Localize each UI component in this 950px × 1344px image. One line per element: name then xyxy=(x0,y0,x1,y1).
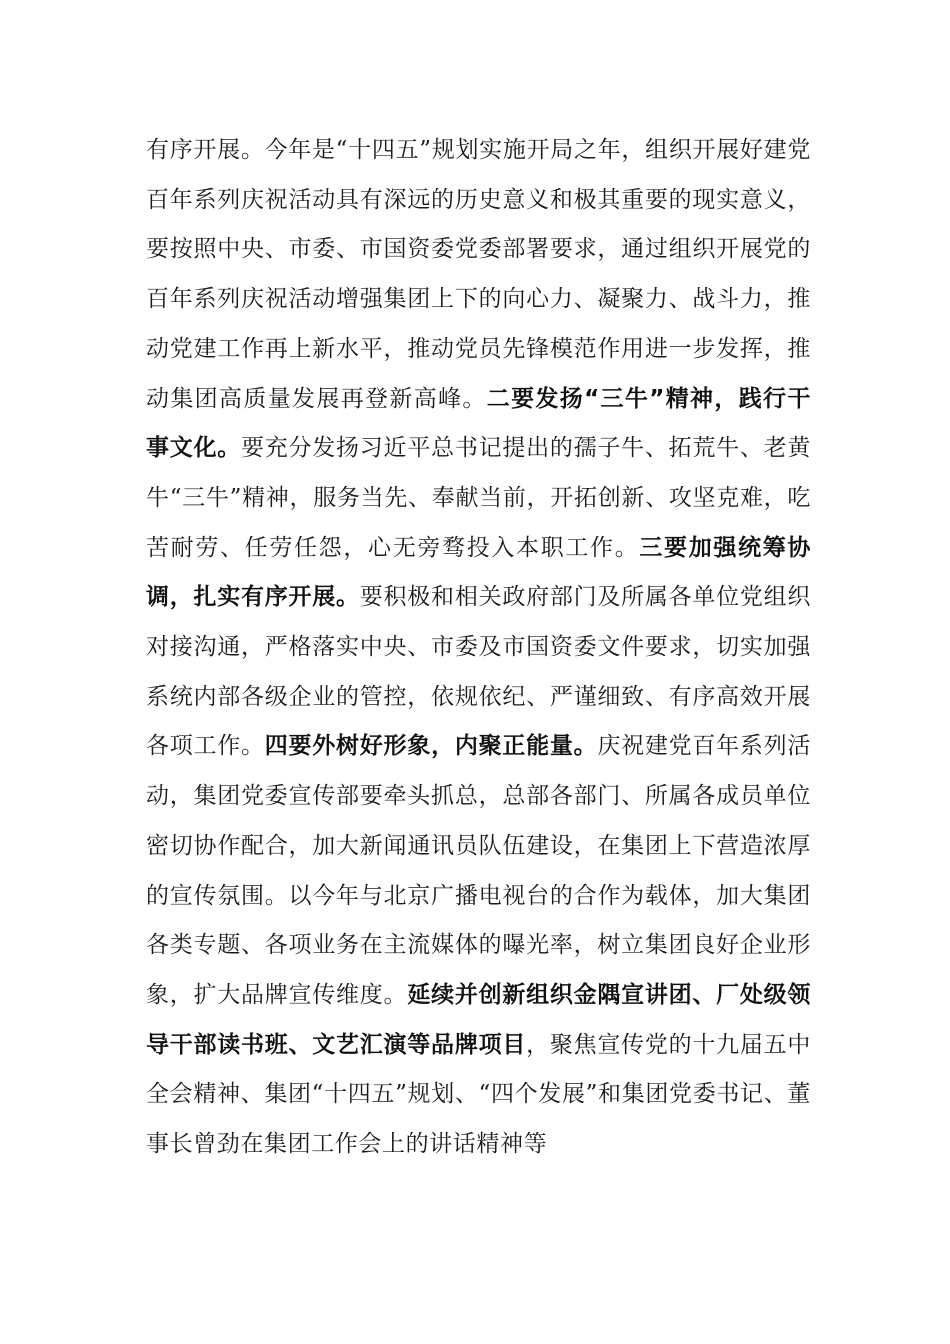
paragraph-segment: 有序开展。今年是“十四五”规划实施开局之年，组织开展好建党百年系列庆祝活动具有深远的历史意义和极其重要的现实意义，要按照中央、市委、市国资委党委部署要求，通过组织开展党的百年系列庆祝活动增强集团上下的向心力、凝聚力、战斗力，推动党建工作再上新水平，推动党员先锋模范作用进一步发挥，推动集团高质量发展再登新高峰。 xyxy=(146,137,811,412)
paragraph-heading-segment: 二要发扬“三牛”精神，践行干事文化。 xyxy=(146,385,811,462)
paragraph-segment: 要积极和相关政府部门及所属各单位党组织对接沟通，严格落实中央、市委及市国资委文件要求，切实加强系统内部各级企业的管控，依规依纪、严谨细致、有序高效开展各项工作。 xyxy=(146,584,811,760)
paragraph-heading-segment: 四要外树好形象，内聚正能量。 xyxy=(264,733,598,760)
paragraph-segment: 庆祝建党百年系列活动，集团党委宣传部要牵头抓总，总部各部门、所属各成员单位密切协作配合，加大新闻通讯员队伍建设，在集团上下营造浓厚的宣传氛围。以今年与北京广播电视台的合作为载体，加大集团各类专题、各项业务在主流媒体的曝光率，树立集团良好企业形象，扩大品牌宣传维度。 xyxy=(146,733,812,1008)
paragraph-heading-segment: 三要加强统筹协调，扎实有序开展。 xyxy=(146,534,812,611)
body-paragraph xyxy=(146,126,811,1170)
paragraph-segment: ，聚焦宣传党的十九届五中全会精神、集团“十四五”规划、“四个发展”和集团党委书记、董事长曾劲在集团工作会上的讲话精神等 xyxy=(146,1031,811,1158)
paragraph-segment: 要充分发扬习近平总书记提出的孺子牛、拓荒牛、老黄牛“三牛”精神，服务当先、奉献当前，开拓创新、攻坚克难，吃苦耐劳、任劳任怨，心无旁骛投入本职工作。 xyxy=(146,435,811,561)
paragraph-heading-segment: 延续并创新组织金隅宣讲团、厂处级领导干部读书班、文艺汇演等品牌项目 xyxy=(146,981,811,1058)
